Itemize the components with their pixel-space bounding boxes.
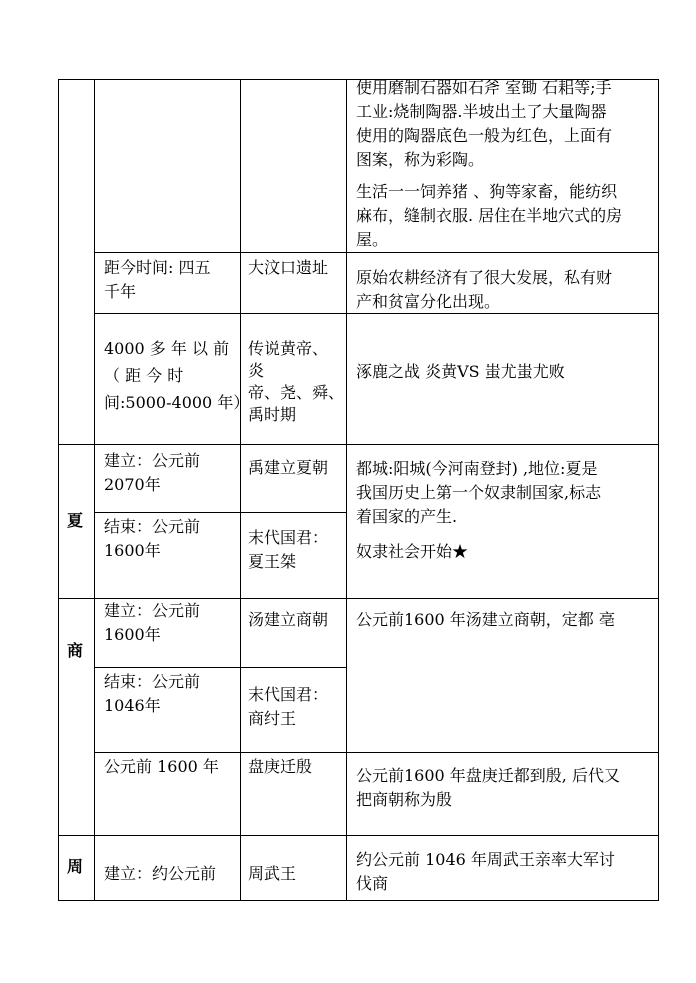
shang-ended: 结束：公元前 1046年 [104, 672, 201, 715]
legend-time: 4000 多 年 以 前 （ 距 今 时 间:5000-4000 年） [104, 339, 250, 412]
table-rule [94, 512, 346, 513]
dawenkou-time: 距今时间: 四五 千年 [104, 258, 211, 301]
shang-founded-desc: 公元前1600 年汤建立商朝，定都 亳 [356, 610, 615, 629]
table-rule [58, 835, 659, 836]
xia-desc: 都城:阳城(今河南登封) ,地位:夏是 我国历史上第一个奴隶制国家,标志 着国家的产生. [356, 459, 602, 526]
pangeng-time: 公元前 1600 年 [104, 757, 219, 776]
dawenkou-desc: 原始农耕经济有了很大发展，私有财 产和贫富分化出现。 [356, 268, 613, 311]
dynasty-zhou: 周 [67, 857, 84, 876]
dynasty-xia: 夏 [67, 511, 84, 530]
xia-founded-event: 禹建立夏朝 [248, 458, 329, 477]
pangeng-desc: 公元前1600 年盘庚迁都到殷, 后代又 把商朝称为殷 [356, 766, 620, 809]
table-rule [94, 252, 659, 253]
dawenkou-site: 大汶口遗址 [248, 258, 329, 277]
table-rule [658, 79, 659, 901]
xia-founded: 建立：公元前 2070年 [104, 451, 201, 494]
table-rule [94, 79, 95, 901]
zhou-founded-event: 周武王 [248, 864, 297, 883]
dynasty-shang: 商 [67, 641, 84, 660]
xia-last-ruler: 末代国君： 夏王桀 [248, 528, 329, 571]
table-rule [58, 900, 659, 901]
table-rule [346, 79, 347, 901]
xia-note: 奴隶社会开始★ [356, 542, 469, 561]
table-rule [240, 79, 241, 901]
table-rule [58, 79, 59, 901]
legend-desc: 涿鹿之战 炎黄VS 蚩尤蚩尤败 [356, 362, 565, 381]
table-rule [94, 667, 346, 668]
shang-last-ruler: 末代国君： 商纣王 [248, 685, 329, 728]
zhou-founded: 建立：约公元前 [104, 864, 217, 883]
banpo-life: 生活一一饲养猪 、狗等家畜，能纺织 麻布，缝制衣服. 居住在半地穴式的房 屋。 [356, 182, 623, 249]
shang-founded: 建立：公元前 1600年 [104, 601, 201, 644]
legend-name: 传说黄帝、 炎 帝、尧、舜、 禹时期 [248, 339, 345, 424]
pangeng-event: 盘庚迁殷 [248, 757, 313, 776]
banpo-desc: 使用磨制石器如石斧 室锄 石耜等;手 工业:烧制陶器.半坡出土了大量陶器 使用的陶器底色一般为红色，上面有 图案，称为彩陶。 [356, 78, 613, 169]
table-rule [94, 752, 659, 753]
shang-founded-event: 汤建立商朝 [248, 610, 329, 629]
table-rule [58, 444, 659, 445]
xia-ended: 结束：公元前 1600年 [104, 517, 201, 560]
zhou-desc: 约公元前 1046 年周武王亲率大军讨 伐商 [356, 850, 615, 893]
